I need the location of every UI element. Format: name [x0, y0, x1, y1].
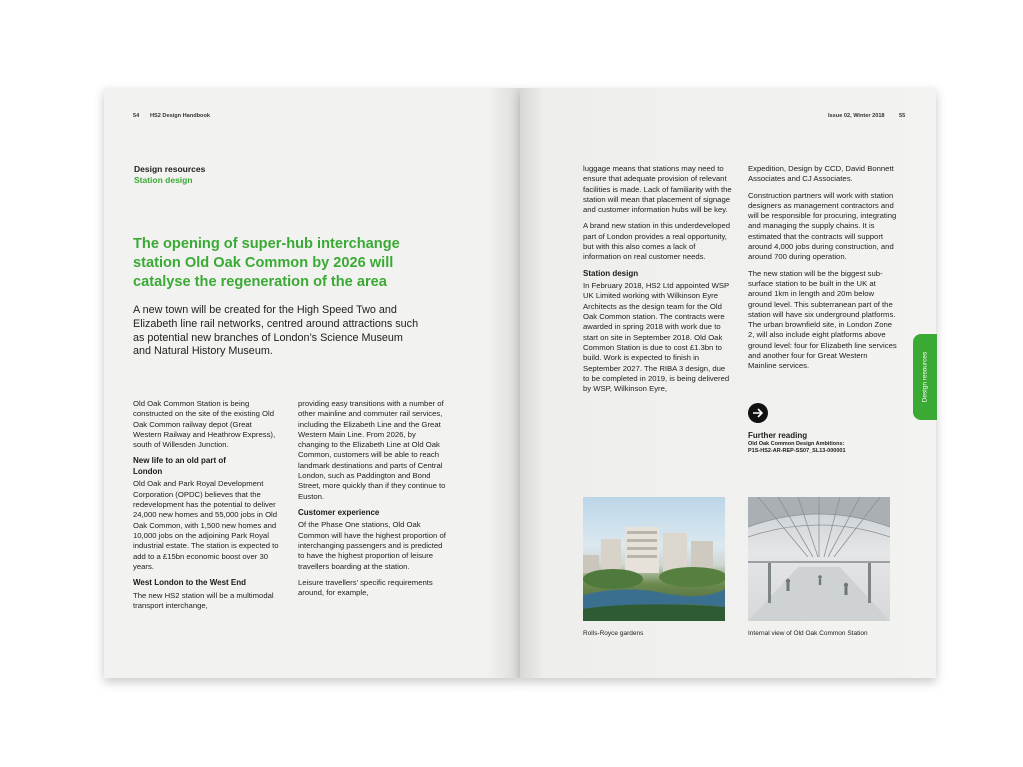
paragraph: Expedition, Design by CCD, David Bonnett Associates and CJ Associates.: [748, 164, 894, 184]
subheading: Station design: [583, 268, 639, 278]
paragraph: The new station will be the biggest sub-surface station to be built in the UK at around 1km in length and 20m below ground level. This subterranean part of the station will have six underground platforms. The urban brownfield site, in London Zone 2, will also include eight platforms above ground level: four for Elizabeth line services and another four for Great Western Mainline services.: [748, 268, 897, 371]
paragraph: Old Oak Common Station is being constructed on the site of the existing Old Oak Common railway depot (Great Western Railway and Heathrow Express), south of Willesden Junction.: [133, 399, 276, 450]
standfirst: A new town will be created for the High Speed Two and Elizabeth line rail networks, centred around attractions such as potential new branches of London’s Science Museum and Natural History Museum.: [133, 304, 419, 358]
paragraph: Construction partners will work with station designers as management contractors and will be responsible for procuring, integrating and managing the supply chains. It is estimated that the contracts will support around 4,000 jobs during construction, and around 700 during operation.: [748, 190, 897, 262]
subheading: Customer experience: [298, 507, 380, 517]
section-side-tab[interactable]: [913, 334, 937, 420]
right-column-1: [583, 164, 733, 400]
issue-label: Issue 02, Winter 2018: [828, 113, 885, 119]
paragraph: Leisure travellers’ specific requirements around, for example,: [298, 577, 433, 598]
rolls-royce-gardens-photo: [583, 497, 725, 621]
paragraph: Old Oak and Park Royal Development Corporation (OPDC) believes that the redevelopment has the potential to deliver 24,000 new homes and 55,000 jobs in Old Oak Common, with 1,500 new homes and 10,000 jobs on the adjoining Park Royal industrial estate. The station is expected to add to a £15bn economic boost over 30 years.: [133, 479, 279, 571]
arrow-right-icon[interactable]: [748, 403, 768, 423]
left-page: [104, 88, 520, 678]
paragraph: A brand new station in this underdeveloped part of London provides a real opportunity, but with this also comes a lack of information on real customer needs.: [583, 221, 731, 262]
station-interior-photo: [748, 497, 890, 621]
subsection-label: Station design: [134, 175, 193, 185]
paragraph: luggage means that stations may need to ensure that adequate provision of relevant facilities is made. Lack of familiarity with the station will mean that placement of signage and customer information hubs will be key.: [583, 164, 732, 215]
paragraph: The new HS2 station will be a multimodal transport interchange,: [133, 590, 274, 610]
headline: The opening of super-hub interchange station Old Oak Common by 2026 will catalyse the regeneration of the area: [133, 236, 400, 290]
right-column-2: [748, 164, 898, 378]
section-label: Design resources: [134, 164, 206, 174]
page-number-left: 54: [133, 113, 140, 119]
subheading: West London to the West End: [133, 578, 247, 588]
subheading: New life to an old part of London: [133, 456, 226, 476]
further-reading-ref-line: P1S-HS2-AR-REP-SS07_SL13-000001: [748, 448, 846, 454]
photo1-caption: Rolls-Royce gardens: [583, 630, 644, 637]
magazine-spread: [104, 88, 936, 686]
paragraph: Of the Phase One stations, Old Oak Common will have the highest proportion of interchanging passengers and is predicted to have the highest proportion of leisure travellers boarding at the station.: [298, 520, 446, 571]
photo2-caption: Internal view of Old Oak Common Station: [748, 630, 868, 637]
left-column-1: [133, 399, 281, 617]
left-column-2: [298, 399, 448, 605]
further-reading-ref-line: Old Oak Common Design Ambitions:: [748, 441, 845, 447]
running-title: HS2 Design Handbook: [150, 113, 210, 119]
paragraph: In February 2018, HS2 Ltd appointed WSP UK Limited working with Wilkinson Eyre Architects as the design team for the Old Oak Common station. The contracts were awarded in spring 2018 with work due to start on site in September 2018. Old Oak Common Station is due to cost £1.3bn to build. Work is expected to finish in September 2027. The RIBA 3 design, due to be completed in 2019, is being delivered by WSP, Wilkinson Eyre,: [583, 281, 730, 394]
further-reading-ref: [748, 441, 846, 455]
paragraph: providing easy transitions with a number of other mainline and commuter rail services, including the Elizabeth Line and the Great Western Main Line. From 2026, by changing to the Elizabeth Line at Old Oak Common, customers will be able to reach landmark destinations and parts of Central London, such as Paddington and Bond Street, more quickly than if they continue to Euston.: [298, 399, 446, 501]
further-reading-title: Further reading: [748, 431, 808, 440]
right-page: [520, 88, 936, 678]
side-tab-label: Design resources: [921, 351, 929, 403]
page-number-right: 55: [899, 113, 906, 119]
